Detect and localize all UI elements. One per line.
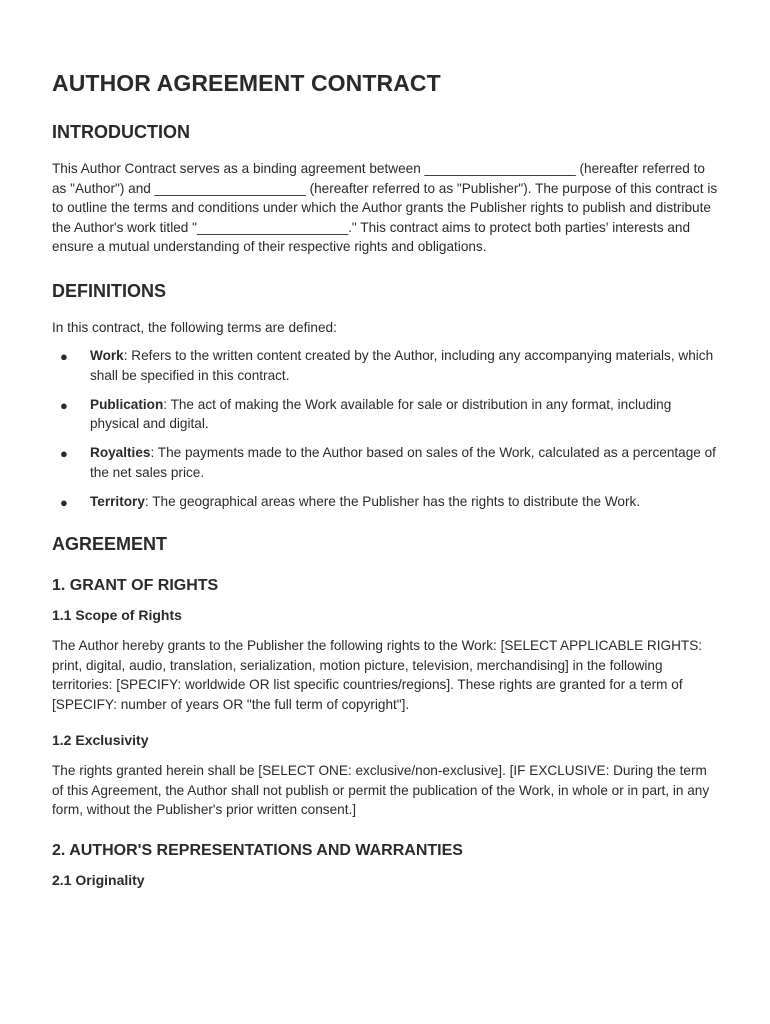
definition-term: Territory <box>90 493 145 509</box>
representations-heading: 2. AUTHOR'S REPRESENTATIONS AND WARRANTIES <box>52 841 463 859</box>
scope-of-rights-text: The Author hereby grants to the Publisher the following rights to the Work: [SELECT APPLICABLE RIGHTS: print, digital, audio, translation, serialization, motion picture, television, merchandising] in the following territories: [SPECIFY: worldwide OR list specific countries/regions]. These rights are granted for a term of [SPECIFY: number of years OR "the full term of copyright"]. <box>52 638 703 712</box>
originality-heading: 2.1 Originality <box>52 871 145 888</box>
definition-item <box>52 492 720 512</box>
definition-term: Work <box>90 348 124 363</box>
bullet-icon: ● <box>60 397 68 413</box>
grant-of-rights-heading: 1. GRANT OF RIGHTS <box>52 577 219 594</box>
bullet-icon: ● <box>60 446 68 461</box>
agreement-heading: AGREEMENT <box>52 534 168 554</box>
definition-term: Publication <box>90 396 164 412</box>
bullet-icon: ● <box>60 494 68 510</box>
definition-item <box>52 346 720 385</box>
exclusivity-heading: 1.2 Exclusivity <box>52 732 149 748</box>
definition-term: Royalties <box>90 445 151 460</box>
definitions-list <box>52 346 720 511</box>
definition-text: : The geographical areas where the Publisher has the rights to distribute the Work. <box>144 493 641 509</box>
introduction-heading: INTRODUCTION <box>52 122 190 142</box>
definition-item <box>52 395 720 434</box>
definition-text: : The payments made to the Author based on sales of the Work, calculated as a percentage of the net sales price. <box>90 445 716 480</box>
exclusivity-text: The rights granted herein shall be [SELECT ONE: exclusive/non-exclusive]. [IF EXCLUSIVE: During the term of this Agreement, the Author shall not publish or permit the publication of the Work, in whole or in part, in any form, without the Publisher's prior written consent.] <box>52 763 710 817</box>
definition-item <box>52 443 720 482</box>
definitions-heading: DEFINITIONS <box>52 280 167 301</box>
definitions-lead: In this contract, the following terms are defined: <box>52 319 337 335</box>
bullet-icon: ● <box>60 349 68 364</box>
document-title: AUTHOR AGREEMENT CONTRACT <box>52 70 441 96</box>
scope-of-rights-heading: 1.1 Scope of Rights <box>52 607 182 623</box>
definition-text: : Refers to the written content created by the Author, including any accompanying materials, which shall be specified in this contract. <box>90 348 714 383</box>
introduction-text: This Author Contract serves as a binding agreement between ____________________ (hereafter referred to as "Author") and ____________________ (hereafter referred to as "Publisher"). The purpose of this contract is to outline the terms and conditions under which the Author grants the Publisher rights to publish and distribute the Author's work titled "____________________." This contract aims to protect both parties' interests and ensure a mutual understanding of their respective rights and obligations. <box>52 161 718 254</box>
definition-text: : The act of making the Work available for sale or distribution in any format, including physical and digital. <box>90 396 672 431</box>
